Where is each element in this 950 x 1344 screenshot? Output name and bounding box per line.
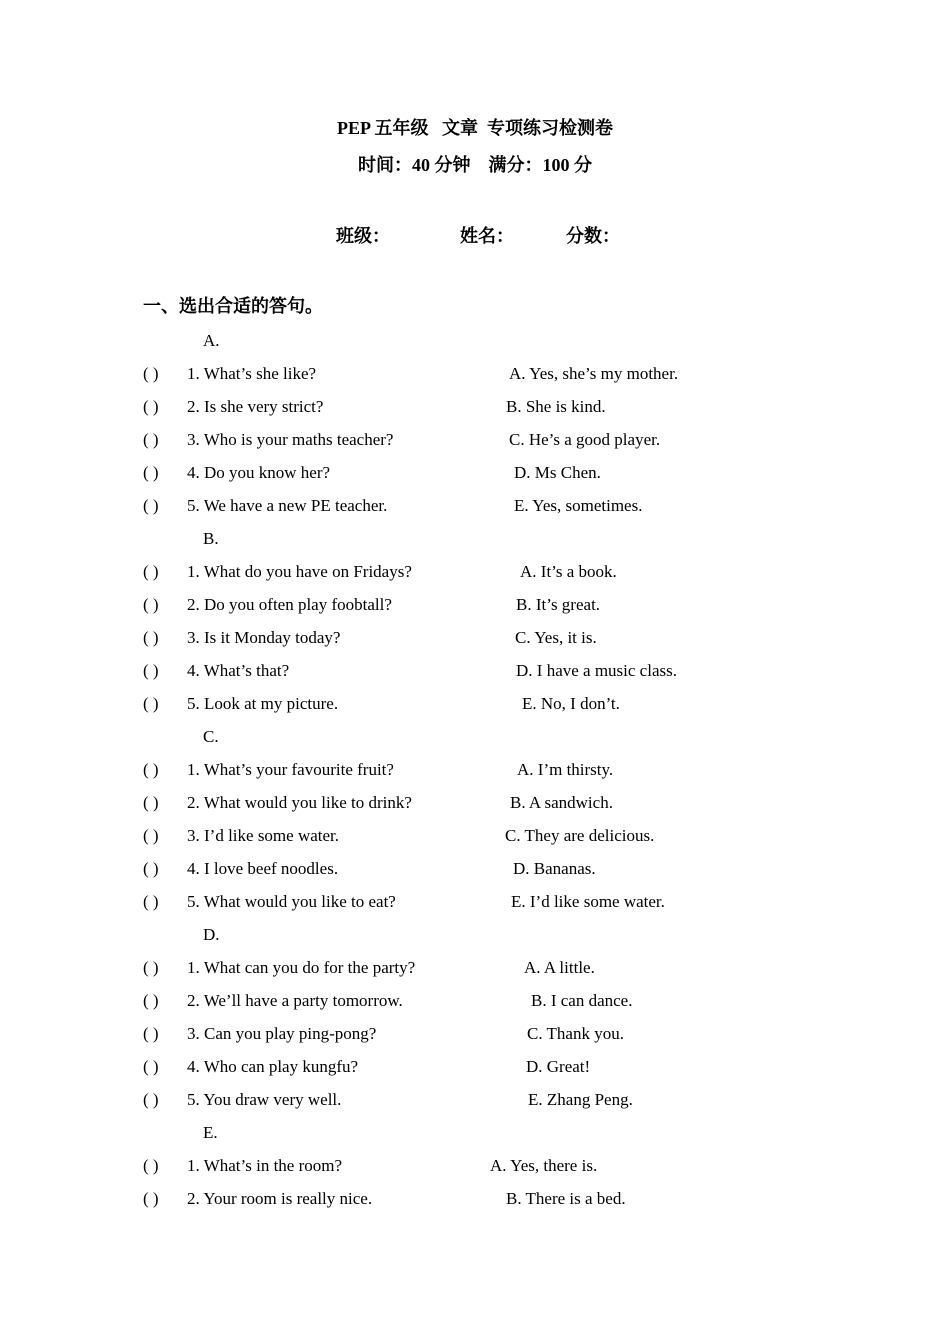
answer-option: B. She is kind. xyxy=(506,397,606,416)
group-letter: E. xyxy=(203,1123,218,1142)
answer-option: A. It’s a book. xyxy=(520,562,617,581)
answer-option: E. No, I don’t. xyxy=(522,694,620,713)
answer-option: A. Yes, she’s my mother. xyxy=(509,364,679,383)
question-text: 5. You draw very well. xyxy=(187,1090,342,1109)
question-text: 4. I love beef noodles. xyxy=(187,859,339,878)
answer-option: C. He’s a good player. xyxy=(509,430,661,449)
answer-blank[interactable]: ( ) xyxy=(143,826,159,845)
question-text: 4. Do you know her? xyxy=(187,463,331,482)
question-row xyxy=(143,429,803,462)
question-row xyxy=(143,1089,803,1122)
group-letter: B. xyxy=(203,529,219,548)
answer-option: D. Great! xyxy=(526,1057,591,1076)
answer-blank[interactable]: ( ) xyxy=(143,1024,159,1043)
question-text: 1. What’s in the room? xyxy=(187,1156,343,1175)
group-letter: D. xyxy=(203,925,220,944)
answer-option: B. It’s great. xyxy=(516,595,601,614)
question-text: 1. What’s she like? xyxy=(187,364,317,383)
class-label: 班级： xyxy=(336,226,390,246)
answer-option: E. I’d like some water. xyxy=(511,892,665,911)
question-text: 5. What would you like to eat? xyxy=(187,892,396,911)
question-row xyxy=(143,627,803,660)
answer-option: E. Yes, sometimes. xyxy=(514,496,643,515)
answer-blank[interactable]: ( ) xyxy=(143,397,159,416)
answer-blank[interactable]: ( ) xyxy=(143,364,159,383)
answer-blank[interactable]: ( ) xyxy=(143,562,159,581)
question-text: 2. What would you like to drink? xyxy=(187,793,412,812)
question-text: 3. I’d like some water. xyxy=(187,826,340,845)
question-row xyxy=(143,1023,803,1056)
group-letter: A. xyxy=(203,331,220,350)
question-list xyxy=(143,330,803,1221)
answer-blank[interactable]: ( ) xyxy=(143,958,159,977)
answer-option: B. There is a bed. xyxy=(506,1189,626,1208)
answer-blank[interactable]: ( ) xyxy=(143,595,159,614)
question-row xyxy=(143,363,803,396)
answer-option: C. Thank you. xyxy=(527,1024,624,1043)
question-row xyxy=(143,396,803,429)
question-row xyxy=(143,693,803,726)
answer-blank[interactable]: ( ) xyxy=(143,793,159,812)
answer-option: D. Ms Chen. xyxy=(514,463,601,482)
answer-option: C. They are delicious. xyxy=(505,826,655,845)
answer-blank[interactable]: ( ) xyxy=(143,991,159,1010)
question-row xyxy=(143,495,803,528)
question-row xyxy=(143,990,803,1023)
question-row xyxy=(143,561,803,594)
answer-option: A. Yes, there is. xyxy=(490,1156,598,1175)
question-text: 5. Look at my picture. xyxy=(187,694,339,713)
answer-blank[interactable]: ( ) xyxy=(143,430,159,449)
question-row xyxy=(143,957,803,990)
question-row xyxy=(143,825,803,858)
section-heading: 一、选出合适的答句。 xyxy=(143,296,323,316)
question-row xyxy=(143,1155,803,1188)
question-row xyxy=(143,891,803,924)
answer-blank[interactable]: ( ) xyxy=(143,496,159,515)
question-row xyxy=(143,759,803,792)
page-subtitle: 时间：40 分钟 满分：100 分 xyxy=(358,155,592,175)
question-row xyxy=(143,594,803,627)
answer-option: D. I have a music class. xyxy=(516,661,677,680)
answer-blank[interactable]: ( ) xyxy=(143,661,159,680)
answer-option: D. Bananas. xyxy=(513,859,596,878)
question-text: 4. Who can play kungfu? xyxy=(187,1057,359,1076)
answer-blank[interactable]: ( ) xyxy=(143,1057,159,1076)
score-label: 分数： xyxy=(566,226,620,246)
question-row xyxy=(143,462,803,495)
answer-option: E. Zhang Peng. xyxy=(528,1090,633,1109)
answer-option: B. A sandwich. xyxy=(510,793,613,812)
answer-blank[interactable]: ( ) xyxy=(143,1090,159,1109)
answer-blank[interactable]: ( ) xyxy=(143,760,159,779)
question-text: 5. We have a new PE teacher. xyxy=(187,496,388,515)
question-row xyxy=(143,792,803,825)
answer-option: A. A little. xyxy=(524,958,595,977)
question-text: 2. Is she very strict? xyxy=(187,397,324,416)
answer-blank[interactable]: ( ) xyxy=(143,1189,159,1208)
question-text: 1. What do you have on Fridays? xyxy=(187,562,412,581)
question-text: 1. What’s your favourite fruit? xyxy=(187,760,394,779)
answer-blank[interactable]: ( ) xyxy=(143,463,159,482)
question-text: 3. Can you play ping-pong? xyxy=(187,1024,377,1043)
question-row xyxy=(143,1056,803,1089)
answer-blank[interactable]: ( ) xyxy=(143,694,159,713)
question-text: 3. Who is your maths teacher? xyxy=(187,430,394,449)
answer-blank[interactable]: ( ) xyxy=(143,1156,159,1175)
answer-option: B. I can dance. xyxy=(531,991,633,1010)
question-text: 2. Your room is really nice. xyxy=(187,1189,373,1208)
question-row xyxy=(143,660,803,693)
group-letter: C. xyxy=(203,727,219,746)
answer-blank[interactable]: ( ) xyxy=(143,892,159,911)
question-row xyxy=(143,1188,803,1221)
question-text: 2. We’ll have a party tomorrow. xyxy=(187,991,403,1010)
question-text: 1. What can you do for the party? xyxy=(187,958,416,977)
answer-option: A. I’m thirsty. xyxy=(517,760,614,779)
question-text: 3. Is it Monday today? xyxy=(187,628,341,647)
name-label: 姓名： xyxy=(460,226,514,246)
page-title: PEP 五年级 文章 专项练习检测卷 xyxy=(336,118,613,138)
question-text: 4. What’s that? xyxy=(187,661,290,680)
answer-option: C. Yes, it is. xyxy=(515,628,597,647)
question-row xyxy=(143,858,803,891)
answer-blank[interactable]: ( ) xyxy=(143,859,159,878)
answer-blank[interactable]: ( ) xyxy=(143,628,159,647)
question-text: 2. Do you often play foobtall? xyxy=(187,595,392,614)
